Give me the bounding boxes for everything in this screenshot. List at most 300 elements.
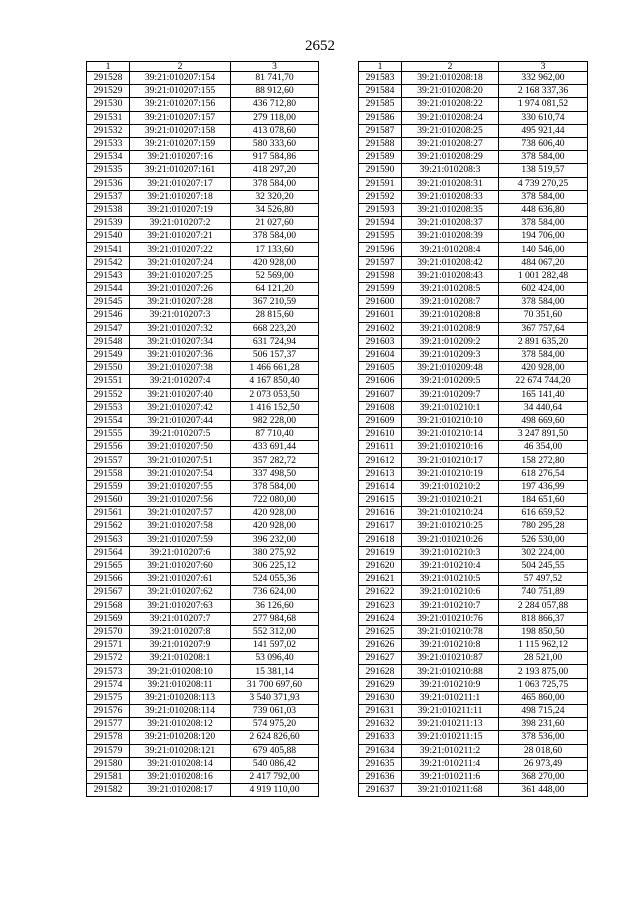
table-row: [87, 757, 319, 770]
cadastral-number-cell: 39:21:010207:21: [130, 230, 231, 243]
cadastral-number-cell: 39:21:010208:3: [402, 164, 499, 177]
table-row: [359, 546, 588, 559]
column-header-1: 1: [87, 62, 130, 72]
value-cell: 818 866,37: [499, 612, 588, 625]
cadastral-number-cell: 39:21:010210:1: [402, 401, 499, 414]
cadastral-number-cell: 39:21:010207:63: [130, 599, 231, 612]
cadastral-number-cell: 39:21:010207:62: [130, 586, 231, 599]
value-cell: 22 674 744,20: [499, 375, 588, 388]
table-row: [359, 480, 588, 493]
value-cell: 378 584,00: [231, 177, 319, 190]
table-header-row: [87, 62, 319, 72]
row-number-cell: 291531: [87, 111, 130, 124]
row-number-cell: 291590: [359, 164, 402, 177]
table-row: [87, 322, 319, 335]
value-cell: 378 584,00: [231, 230, 319, 243]
table-row: [359, 348, 588, 361]
cadastral-number-cell: 39:21:010207:155: [130, 85, 231, 98]
table-row: [87, 217, 319, 230]
row-number-cell: 291606: [359, 375, 402, 388]
table-row: [359, 269, 588, 282]
table-row: [359, 428, 588, 441]
value-cell: 1 001 282,48: [499, 269, 588, 282]
cadastral-number-cell: 39:21:010210:26: [402, 533, 499, 546]
value-cell: 32 320,20: [231, 190, 319, 203]
value-cell: 368 270,00: [499, 770, 588, 783]
cadastral-number-cell: 39:21:010207:59: [130, 533, 231, 546]
column-header-2: 2: [130, 62, 231, 72]
cadastral-number-cell: 39:21:010209:48: [402, 362, 499, 375]
row-number-cell: 291550: [87, 362, 130, 375]
value-cell: 739 061,03: [231, 705, 319, 718]
value-cell: 1 063 725,75: [499, 678, 588, 691]
value-cell: 396 232,00: [231, 533, 319, 546]
row-number-cell: 291576: [87, 705, 130, 718]
table-row: [359, 665, 588, 678]
row-number-cell: 291534: [87, 151, 130, 164]
row-number-cell: 291630: [359, 691, 402, 704]
cadastral-number-cell: 39:21:010207:17: [130, 177, 231, 190]
table-row: [359, 230, 588, 243]
table-row: [87, 177, 319, 190]
row-number-cell: 291533: [87, 137, 130, 150]
value-cell: 28 815,60: [231, 309, 319, 322]
value-cell: 197 436,99: [499, 480, 588, 493]
value-cell: 332 962,00: [499, 72, 588, 85]
value-cell: 740 751,89: [499, 586, 588, 599]
value-cell: 57 497,52: [499, 573, 588, 586]
row-number-cell: 291613: [359, 467, 402, 480]
table-row: [359, 744, 588, 757]
table-row: [359, 599, 588, 612]
cadastral-number-cell: 39:21:010208:17: [130, 784, 231, 797]
value-cell: 28 018,60: [499, 744, 588, 757]
value-cell: 552 312,00: [231, 625, 319, 638]
cadastral-number-cell: 39:21:010207:36: [130, 348, 231, 361]
table-row: [87, 691, 319, 704]
value-cell: 17 133,60: [231, 243, 319, 256]
row-number-cell: 291581: [87, 770, 130, 783]
table-row: [359, 467, 588, 480]
value-cell: 378 584,00: [499, 151, 588, 164]
value-cell: 433 691,44: [231, 441, 319, 454]
table-row: [359, 362, 588, 375]
value-cell: 36 126,60: [231, 599, 319, 612]
cadastral-number-cell: 39:21:010211:4: [402, 757, 499, 770]
value-cell: 46 354,00: [499, 441, 588, 454]
cadastral-number-cell: 39:21:010210:4: [402, 559, 499, 572]
cadastral-number-cell: 39:21:010208:27: [402, 137, 499, 150]
row-number-cell: 291544: [87, 283, 130, 296]
row-number-cell: 291632: [359, 718, 402, 731]
cadastral-number-cell: 39:21:010208:114: [130, 705, 231, 718]
cadastral-number-cell: 39:21:010208:33: [402, 190, 499, 203]
row-number-cell: 291634: [359, 744, 402, 757]
table-row: [359, 414, 588, 427]
table-row: [87, 348, 319, 361]
cadastral-number-cell: 39:21:010209:7: [402, 388, 499, 401]
value-cell: 668 223,20: [231, 322, 319, 335]
cadastral-number-cell: 39:21:010208:25: [402, 124, 499, 137]
row-number-cell: 291599: [359, 283, 402, 296]
value-cell: 498 669,60: [499, 414, 588, 427]
page-number: 2652: [305, 38, 335, 54]
table-row: [87, 72, 319, 85]
row-number-cell: 291552: [87, 388, 130, 401]
row-number-cell: 291575: [87, 691, 130, 704]
row-number-cell: 291589: [359, 151, 402, 164]
table-row: [87, 731, 319, 744]
table-row: [359, 296, 588, 309]
row-number-cell: 291608: [359, 401, 402, 414]
table-row: [87, 507, 319, 520]
value-cell: 53 096,40: [231, 652, 319, 665]
row-number-cell: 291605: [359, 362, 402, 375]
cadastral-number-cell: 39:21:010210:14: [402, 428, 499, 441]
table-row: [87, 770, 319, 783]
value-cell: 28 521,00: [499, 652, 588, 665]
value-cell: 498 715,24: [499, 705, 588, 718]
row-number-cell: 291629: [359, 678, 402, 691]
cadastral-number-cell: 39:21:010210:2: [402, 480, 499, 493]
row-number-cell: 291574: [87, 678, 130, 691]
table-row: [359, 718, 588, 731]
value-cell: 616 659,52: [499, 507, 588, 520]
value-cell: 31 700 697,60: [231, 678, 319, 691]
cadastral-number-cell: 39:21:010208:35: [402, 203, 499, 216]
value-cell: 420 928,00: [231, 520, 319, 533]
value-cell: 279 118,00: [231, 111, 319, 124]
row-number-cell: 291603: [359, 335, 402, 348]
cadastral-number-cell: 39:21:010208:24: [402, 111, 499, 124]
cadastral-number-cell: 39:21:010210:5: [402, 573, 499, 586]
table-row: [87, 718, 319, 731]
column-header-3: 3: [499, 62, 588, 72]
table-row: [359, 639, 588, 652]
table-row: [359, 322, 588, 335]
value-cell: 198 850,50: [499, 625, 588, 638]
table-row: [359, 586, 588, 599]
table-header-row: [359, 62, 588, 72]
cadastral-number-cell: 39:21:010207:18: [130, 190, 231, 203]
cadastral-number-cell: 39:21:010208:8: [402, 309, 499, 322]
table-row: [87, 111, 319, 124]
table-row: [359, 454, 588, 467]
row-number-cell: 291593: [359, 203, 402, 216]
table-row: [359, 612, 588, 625]
cadastral-number-cell: 39:21:010208:4: [402, 243, 499, 256]
table-row: [87, 744, 319, 757]
row-number-cell: 291614: [359, 480, 402, 493]
value-cell: 367 210,59: [231, 296, 319, 309]
table-row: [359, 784, 588, 797]
table-row: [87, 296, 319, 309]
row-number-cell: 291543: [87, 269, 130, 282]
table-row: [359, 124, 588, 137]
table-row: [359, 494, 588, 507]
cadastral-number-cell: 39:21:010207:58: [130, 520, 231, 533]
value-cell: 378 584,00: [231, 480, 319, 493]
value-cell: 2 284 057,88: [499, 599, 588, 612]
table-row: [87, 678, 319, 691]
cadastral-number-cell: 39:21:010211:15: [402, 731, 499, 744]
value-cell: 2 891 635,20: [499, 335, 588, 348]
cadastral-number-cell: 39:21:010211:11: [402, 705, 499, 718]
row-number-cell: 291536: [87, 177, 130, 190]
row-number-cell: 291594: [359, 217, 402, 230]
cadastral-number-cell: 39:21:010207:32: [130, 322, 231, 335]
table-row: [87, 124, 319, 137]
value-cell: 140 546,00: [499, 243, 588, 256]
table-row: [87, 375, 319, 388]
column-header-2: 2: [402, 62, 499, 72]
cadastral-number-cell: 39:21:010207:26: [130, 283, 231, 296]
value-cell: 631 724,94: [231, 335, 319, 348]
table-row: [87, 652, 319, 665]
row-number-cell: 291579: [87, 744, 130, 757]
cadastral-number-cell: 39:21:010207:2: [130, 217, 231, 230]
cadastral-number-cell: 39:21:010207:28: [130, 296, 231, 309]
table-row: [87, 230, 319, 243]
value-cell: 158 272,80: [499, 454, 588, 467]
right-table-body: [359, 72, 588, 797]
table-row: [359, 151, 588, 164]
cadastral-number-cell: 39:21:010208:5: [402, 283, 499, 296]
cadastral-number-cell: 39:21:010210:21: [402, 494, 499, 507]
value-cell: 378 584,00: [499, 348, 588, 361]
left-data-table: [86, 61, 319, 797]
row-number-cell: 291554: [87, 414, 130, 427]
value-cell: 378 584,00: [499, 296, 588, 309]
table-row: [359, 770, 588, 783]
row-number-cell: 291528: [87, 72, 130, 85]
row-number-cell: 291637: [359, 784, 402, 797]
table-row: [359, 283, 588, 296]
cadastral-number-cell: 39:21:010207:6: [130, 546, 231, 559]
value-cell: 418 297,20: [231, 164, 319, 177]
cadastral-number-cell: 39:21:010208:120: [130, 731, 231, 744]
cadastral-number-cell: 39:21:010207:42: [130, 401, 231, 414]
column-header-1: 1: [359, 62, 402, 72]
cadastral-number-cell: 39:21:010208:42: [402, 256, 499, 269]
row-number-cell: 291545: [87, 296, 130, 309]
value-cell: 1 416 152,50: [231, 401, 319, 414]
row-number-cell: 291539: [87, 217, 130, 230]
row-number-cell: 291602: [359, 322, 402, 335]
row-number-cell: 291553: [87, 401, 130, 414]
value-cell: 194 706,00: [499, 230, 588, 243]
cadastral-number-cell: 39:21:010207:8: [130, 625, 231, 638]
row-number-cell: 291564: [87, 546, 130, 559]
table-row: [87, 705, 319, 718]
row-number-cell: 291537: [87, 190, 130, 203]
table-row: [87, 309, 319, 322]
value-cell: 378 584,00: [499, 190, 588, 203]
row-number-cell: 291588: [359, 137, 402, 150]
value-cell: 337 498,50: [231, 467, 319, 480]
cadastral-number-cell: 39:21:010207:38: [130, 362, 231, 375]
cadastral-number-cell: 39:21:010210:87: [402, 652, 499, 665]
row-number-cell: 291563: [87, 533, 130, 546]
row-number-cell: 291595: [359, 230, 402, 243]
table-row: [87, 98, 319, 111]
value-cell: 574 975,20: [231, 718, 319, 731]
cadastral-number-cell: 39:21:010210:3: [402, 546, 499, 559]
table-row: [359, 137, 588, 150]
value-cell: 34 440,64: [499, 401, 588, 414]
cadastral-number-cell: 39:21:010207:16: [130, 151, 231, 164]
cadastral-number-cell: 39:21:010207:44: [130, 414, 231, 427]
row-number-cell: 291547: [87, 322, 130, 335]
row-number-cell: 291586: [359, 111, 402, 124]
value-cell: 302 224,00: [499, 546, 588, 559]
column-header-3: 3: [231, 62, 319, 72]
table-row: [87, 137, 319, 150]
cadastral-number-cell: 39:21:010208:9: [402, 322, 499, 335]
value-cell: 602 424,00: [499, 283, 588, 296]
cadastral-number-cell: 39:21:010208:121: [130, 744, 231, 757]
cadastral-number-cell: 39:21:010207:55: [130, 480, 231, 493]
value-cell: 506 157,37: [231, 348, 319, 361]
value-cell: 380 275,92: [231, 546, 319, 559]
row-number-cell: 291607: [359, 388, 402, 401]
table-row: [359, 177, 588, 190]
cadastral-number-cell: 39:21:010208:113: [130, 691, 231, 704]
row-number-cell: 291591: [359, 177, 402, 190]
row-number-cell: 291612: [359, 454, 402, 467]
row-number-cell: 291604: [359, 348, 402, 361]
table-row: [359, 190, 588, 203]
row-number-cell: 291560: [87, 494, 130, 507]
table-row: [359, 164, 588, 177]
row-number-cell: 291562: [87, 520, 130, 533]
row-number-cell: 291568: [87, 599, 130, 612]
value-cell: 618 276,54: [499, 467, 588, 480]
value-cell: 780 295,28: [499, 520, 588, 533]
table-row: [87, 414, 319, 427]
table-row: [359, 388, 588, 401]
cadastral-number-cell: 39:21:010207:50: [130, 441, 231, 454]
row-number-cell: 291592: [359, 190, 402, 203]
cadastral-number-cell: 39:21:010210:10: [402, 414, 499, 427]
table-row: [87, 586, 319, 599]
row-number-cell: 291571: [87, 639, 130, 652]
value-cell: 277 984,68: [231, 612, 319, 625]
row-number-cell: 291549: [87, 348, 130, 361]
value-cell: 436 712,80: [231, 98, 319, 111]
row-number-cell: 291538: [87, 203, 130, 216]
table-row: [359, 573, 588, 586]
table-row: [359, 757, 588, 770]
cadastral-number-cell: 39:21:010210:76: [402, 612, 499, 625]
table-row: [359, 559, 588, 572]
value-cell: 361 448,00: [499, 784, 588, 797]
value-cell: 87 710,40: [231, 428, 319, 441]
value-cell: 736 624,00: [231, 586, 319, 599]
row-number-cell: 291541: [87, 243, 130, 256]
value-cell: 81 741,70: [231, 72, 319, 85]
value-cell: 52 569,00: [231, 269, 319, 282]
cadastral-number-cell: 39:21:010210:19: [402, 467, 499, 480]
table-row: [87, 441, 319, 454]
value-cell: 306 225,12: [231, 559, 319, 572]
table-row: [87, 269, 319, 282]
value-cell: 398 231,60: [499, 718, 588, 731]
row-number-cell: 291584: [359, 85, 402, 98]
value-cell: 420 928,00: [231, 256, 319, 269]
table-row: [359, 678, 588, 691]
row-number-cell: 291542: [87, 256, 130, 269]
cadastral-number-cell: 39:21:010207:57: [130, 507, 231, 520]
cadastral-number-cell: 39:21:010210:78: [402, 625, 499, 638]
value-cell: 504 245,55: [499, 559, 588, 572]
cadastral-number-cell: 39:21:010207:24: [130, 256, 231, 269]
row-number-cell: 291558: [87, 467, 130, 480]
cadastral-number-cell: 39:21:010207:5: [130, 428, 231, 441]
cadastral-number-cell: 39:21:010207:61: [130, 573, 231, 586]
table-row: [87, 203, 319, 216]
cadastral-number-cell: 39:21:010207:7: [130, 612, 231, 625]
table-row: [87, 335, 319, 348]
table-row: [359, 533, 588, 546]
value-cell: 2 073 053,50: [231, 388, 319, 401]
cadastral-number-cell: 39:21:010207:158: [130, 124, 231, 137]
cadastral-number-cell: 39:21:010207:157: [130, 111, 231, 124]
table-row: [87, 428, 319, 441]
value-cell: 1 974 081,52: [499, 98, 588, 111]
row-number-cell: 291585: [359, 98, 402, 111]
value-cell: 524 055,36: [231, 573, 319, 586]
cadastral-number-cell: 39:21:010208:22: [402, 98, 499, 111]
cadastral-number-cell: 39:21:010207:56: [130, 494, 231, 507]
row-number-cell: 291580: [87, 757, 130, 770]
value-cell: 64 121,20: [231, 283, 319, 296]
table-row: [359, 85, 588, 98]
row-number-cell: 291623: [359, 599, 402, 612]
row-number-cell: 291548: [87, 335, 130, 348]
table-row: [87, 190, 319, 203]
table-row: [359, 652, 588, 665]
value-cell: 34 526,80: [231, 203, 319, 216]
row-number-cell: 291587: [359, 124, 402, 137]
value-cell: 2 624 826,60: [231, 731, 319, 744]
table-row: [87, 520, 319, 533]
cadastral-number-cell: 39:21:010210:24: [402, 507, 499, 520]
row-number-cell: 291636: [359, 770, 402, 783]
table-row: [87, 85, 319, 98]
table-row: [359, 111, 588, 124]
cadastral-number-cell: 39:21:010207:40: [130, 388, 231, 401]
table-row: [87, 164, 319, 177]
value-cell: 138 519,57: [499, 164, 588, 177]
cadastral-number-cell: 39:21:010208:16: [130, 770, 231, 783]
table-row: [87, 283, 319, 296]
value-cell: 2 417 792,00: [231, 770, 319, 783]
table-row: [359, 401, 588, 414]
value-cell: 526 530,00: [499, 533, 588, 546]
value-cell: 3 540 371,93: [231, 691, 319, 704]
table-row: [359, 625, 588, 638]
cadastral-number-cell: 39:21:010210:88: [402, 665, 499, 678]
table-row: [87, 559, 319, 572]
row-number-cell: 291570: [87, 625, 130, 638]
table-row: [359, 256, 588, 269]
table-row: [87, 546, 319, 559]
table-row: [359, 203, 588, 216]
value-cell: 141 597,02: [231, 639, 319, 652]
value-cell: 88 912,60: [231, 85, 319, 98]
table-row: [359, 507, 588, 520]
